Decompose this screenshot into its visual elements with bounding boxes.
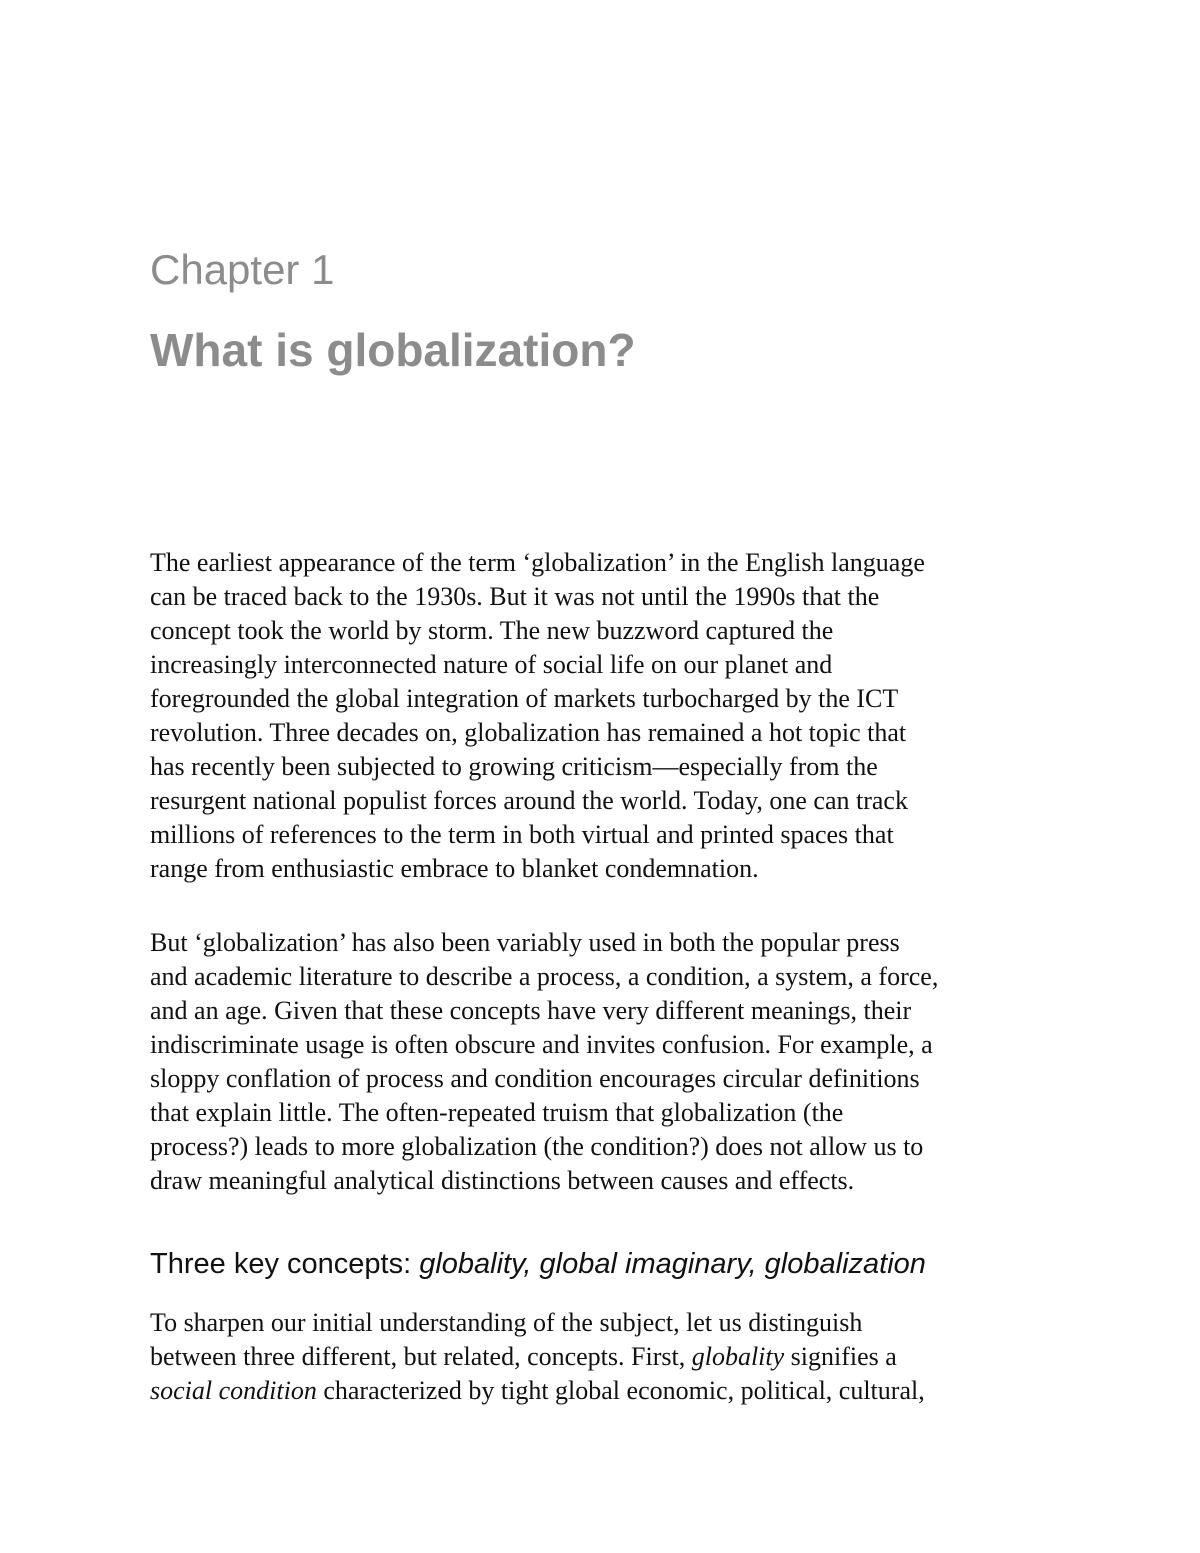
text-line: foregrounded the global integration of markets turbocharged by the ICT	[150, 684, 899, 713]
text-line: range from enthusiastic embrace to blanket condemnation.	[150, 854, 759, 883]
term-globality: globality	[691, 1342, 785, 1371]
text-line: increasingly interconnected nature of social life on our planet and	[150, 650, 833, 679]
text-run: signifies a	[784, 1342, 897, 1371]
chapter-title: What is globalization?	[150, 324, 636, 376]
text-line: can be traced back to the 1930s. But it was not until the 1990s that the	[150, 582, 880, 611]
text-line: and an age. Given that these concepts have very different meanings, their	[150, 996, 912, 1025]
text-line: But ‘globalization’ has also been variably used in both the popular press	[150, 928, 900, 957]
text-line	[150, 1340, 1050, 1374]
text-line: To sharpen our initial understanding of the subject, let us distinguish	[150, 1308, 863, 1337]
text-line: that explain little. The often-repeated truism that globalization (the	[150, 1098, 844, 1127]
text-line: concept took the world by storm. The new buzzword captured the	[150, 616, 834, 645]
text-run: between three different, but related, concepts. First,	[150, 1342, 692, 1371]
text-line: resurgent national populist forces around the world. Today, one can track	[150, 786, 908, 815]
text-run: characterized by tight global economic, political, cultural,	[316, 1376, 925, 1405]
text-line: process?) leads to more globalization (the condition?) does not allow us to	[150, 1132, 924, 1161]
text-line: and academic literature to describe a process, a condition, a system, a force,	[150, 962, 939, 991]
chapter-label: Chapter 1	[150, 246, 335, 293]
text-line: The earliest appearance of the term ‘globalization’ in the English language	[150, 548, 925, 577]
paragraph-concepts	[150, 1306, 1050, 1408]
paragraph-usage	[150, 926, 1050, 1198]
text-line: sloppy conflation of process and condition encourages circular definitions	[150, 1064, 920, 1093]
text-line: revolution. Three decades on, globalization has remained a hot topic that	[150, 718, 907, 747]
text-line: draw meaningful analytical distinctions between causes and effects.	[150, 1166, 855, 1195]
term-social-condition: social condition	[150, 1376, 317, 1405]
section-heading-italic: globality, global imaginary, globalization	[419, 1248, 926, 1280]
text-line: millions of references to the term in both virtual and printed spaces that	[150, 820, 894, 849]
section-heading-prefix: Three key concepts:	[150, 1248, 420, 1280]
section-heading	[150, 1246, 926, 1282]
text-line	[150, 1374, 1050, 1408]
paragraph-intro	[150, 546, 1050, 886]
text-line: has recently been subjected to growing criticism—especially from the	[150, 752, 878, 781]
text-line: indiscriminate usage is often obscure and invites confusion. For example, a	[150, 1030, 933, 1059]
